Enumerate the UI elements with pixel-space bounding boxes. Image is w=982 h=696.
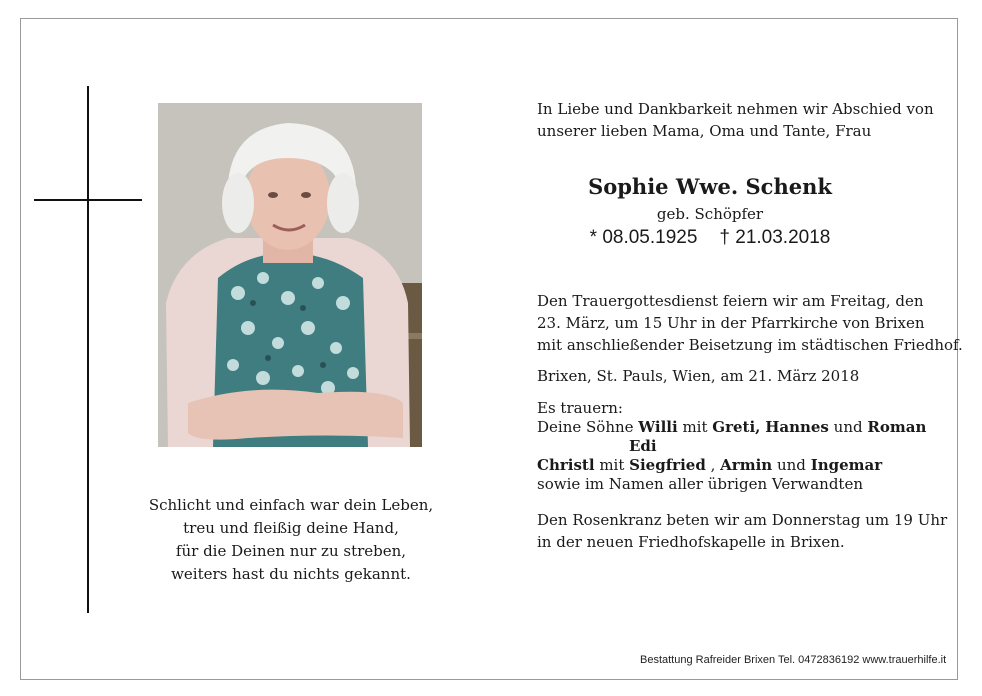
- mourner-name: Roman: [867, 418, 927, 436]
- poem-line: Schlicht und einfach war dein Leben,: [148, 496, 434, 514]
- deceased-name: Sophie Wwe. Schenk: [588, 174, 832, 199]
- intro-line: unserer lieben Mama, Oma und Tante, Frau: [537, 122, 872, 140]
- intro-line: In Liebe und Dankbarkeit nehmen wir Abschied von: [537, 100, 934, 118]
- mourner-name: Edi: [629, 437, 657, 455]
- mourner-name: Willi: [638, 418, 678, 436]
- mourners-line: Christl mit Siegfried , Armin und Ingemar: [537, 456, 883, 474]
- mourner-name: Ingemar: [810, 456, 883, 474]
- service-line: 23. März, um 15 Uhr in der Pfarrkirche von Brixen: [537, 314, 925, 332]
- service-line: mit anschließender Beisetzung im städtischen Friedhof.: [537, 336, 963, 354]
- rosary-line: Den Rosenkranz beten wir am Donnerstag um 19 Uhr: [537, 511, 948, 529]
- rosary-line: in der neuen Friedhofskapelle in Brixen.: [537, 533, 845, 551]
- mourner-name: Hannes: [765, 418, 829, 436]
- mourner-name: Greti,: [712, 418, 761, 436]
- place-and-date: Brixen, St. Pauls, Wien, am 21. März 2018: [537, 367, 860, 385]
- mourners-heading: Es trauern:: [537, 399, 623, 417]
- poem-line: weiters hast du nichts gekannt.: [171, 565, 411, 583]
- death-date: † 21.03.2018: [719, 227, 831, 248]
- service-line: Den Trauergottesdienst feiern wir am Freitag, den: [537, 292, 924, 310]
- cross-icon-vertical: [87, 86, 89, 613]
- life-dates: [560, 227, 860, 249]
- mourner-name: Siegfried: [629, 456, 706, 474]
- rosary-text: [537, 509, 947, 553]
- portrait-photo: [158, 103, 422, 447]
- memorial-poem: [124, 494, 458, 586]
- mourners-line: Deine Söhne Willi mit Greti, Hannes und Roman: [537, 418, 927, 436]
- birth-date: * 08.05.1925: [589, 227, 698, 248]
- funeral-service-text: [537, 290, 963, 356]
- mourners-relatives: sowie im Namen aller übrigen Verwandten: [537, 475, 864, 493]
- mourners-list: [537, 399, 926, 494]
- mourner-name: Armin: [720, 456, 773, 474]
- mourner-name: Christl: [537, 456, 595, 474]
- maiden-name: geb. Schöpfer: [656, 205, 764, 223]
- poem-line: für die Deinen nur zu streben,: [175, 542, 407, 560]
- cross-icon-horizontal: [34, 199, 142, 201]
- funeral-home-footer: Bestattung Rafreider Brixen Tel. 0472836192 www.trauerhilfe.it: [640, 654, 947, 666]
- intro-text: [537, 98, 934, 142]
- mourners-line: [537, 437, 926, 456]
- poem-line: treu und fleißig deine Hand,: [183, 519, 399, 537]
